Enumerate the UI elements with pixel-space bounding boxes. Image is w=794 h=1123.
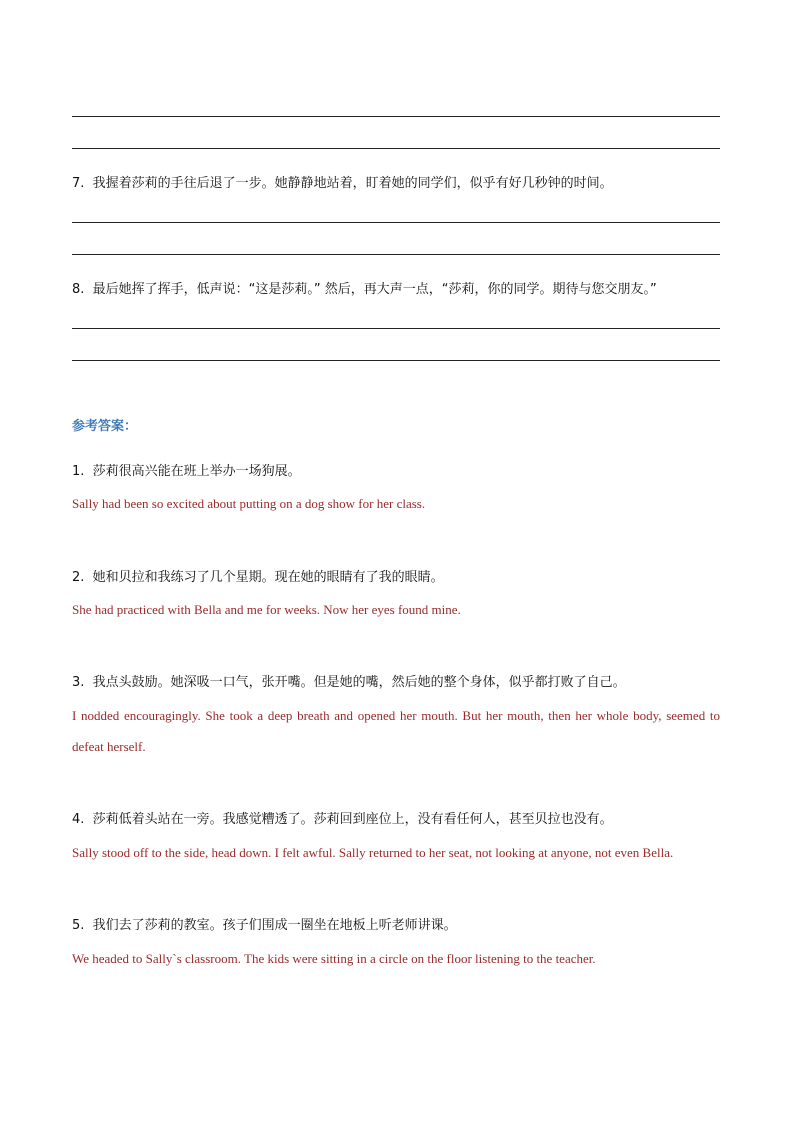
answer-number: 4. — [72, 812, 85, 827]
answer-4-chinese — [72, 808, 613, 827]
answer-number: 1. — [72, 464, 85, 479]
question-7 — [72, 172, 613, 191]
answers-heading: 参考答案： — [72, 419, 138, 434]
answer-chinese-text: 她和贝拉和我练习了几个星期。现在她的眼睛有了我的眼睛。 — [92, 570, 444, 585]
question-number: 8. — [72, 282, 85, 297]
answer-chinese-text: 我点头鼓励。她深吸一口气，张开嘴。但是她的嘴，然后她的整个身体，似乎都打败了自己。 — [92, 675, 626, 690]
answer-1-english: Sally had been so excited about putting on a dog show for her class. — [72, 496, 426, 511]
answer-line — [72, 116, 720, 117]
answer-chinese-text: 我们去了莎莉的教室。孩子们围成一圈坐在地板上听老师讲课。 — [92, 918, 457, 933]
answer-3-english: I nodded encouragingly. She took a deep breath and opened her mouth. But her mouth, then her whole body, seemed to defeat herself. — [72, 708, 720, 754]
question-number: 7. — [72, 176, 85, 191]
question-text: 我握着莎莉的手往后退了一步。她静静地站着，盯着她的同学们，似乎有好几秒钟的时间。 — [92, 176, 613, 191]
answer-5-english: We headed to Sally`s classroom. The kids were sitting in a circle on the floor listening to the teacher. — [72, 951, 596, 966]
answer-line — [72, 222, 720, 223]
answer-4-english: Sally stood off to the side, head down. I felt awful. Sally returned to her seat, not looking at anyone, not even Bella. — [72, 845, 674, 860]
question-text: 最后她挥了挥手，低声说：“这是莎莉。” 然后，再大声一点，“莎莉，你的同学。期待与您交朋友。” — [92, 282, 657, 297]
answer-chinese-text: 莎莉低着头站在一旁。我感觉糟透了。莎莉回到座位上，没有看任何人，甚至贝拉也没有。 — [92, 812, 613, 827]
answer-chinese-text: 莎莉很高兴能在班上举办一场狗展。 — [92, 464, 301, 479]
answer-line — [72, 254, 720, 255]
answer-line — [72, 328, 720, 329]
answer-line — [72, 360, 720, 361]
answer-5-chinese — [72, 914, 457, 933]
answer-2-chinese — [72, 566, 444, 585]
answer-number: 2. — [72, 570, 85, 585]
question-8 — [72, 278, 657, 297]
answer-number: 3. — [72, 675, 85, 690]
answer-number: 5. — [72, 918, 85, 933]
answer-line — [72, 148, 720, 149]
answer-1-chinese — [72, 460, 301, 479]
answer-3-chinese — [72, 671, 626, 690]
answer-2-english: She had practiced with Bella and me for weeks. Now her eyes found mine. — [72, 602, 461, 617]
